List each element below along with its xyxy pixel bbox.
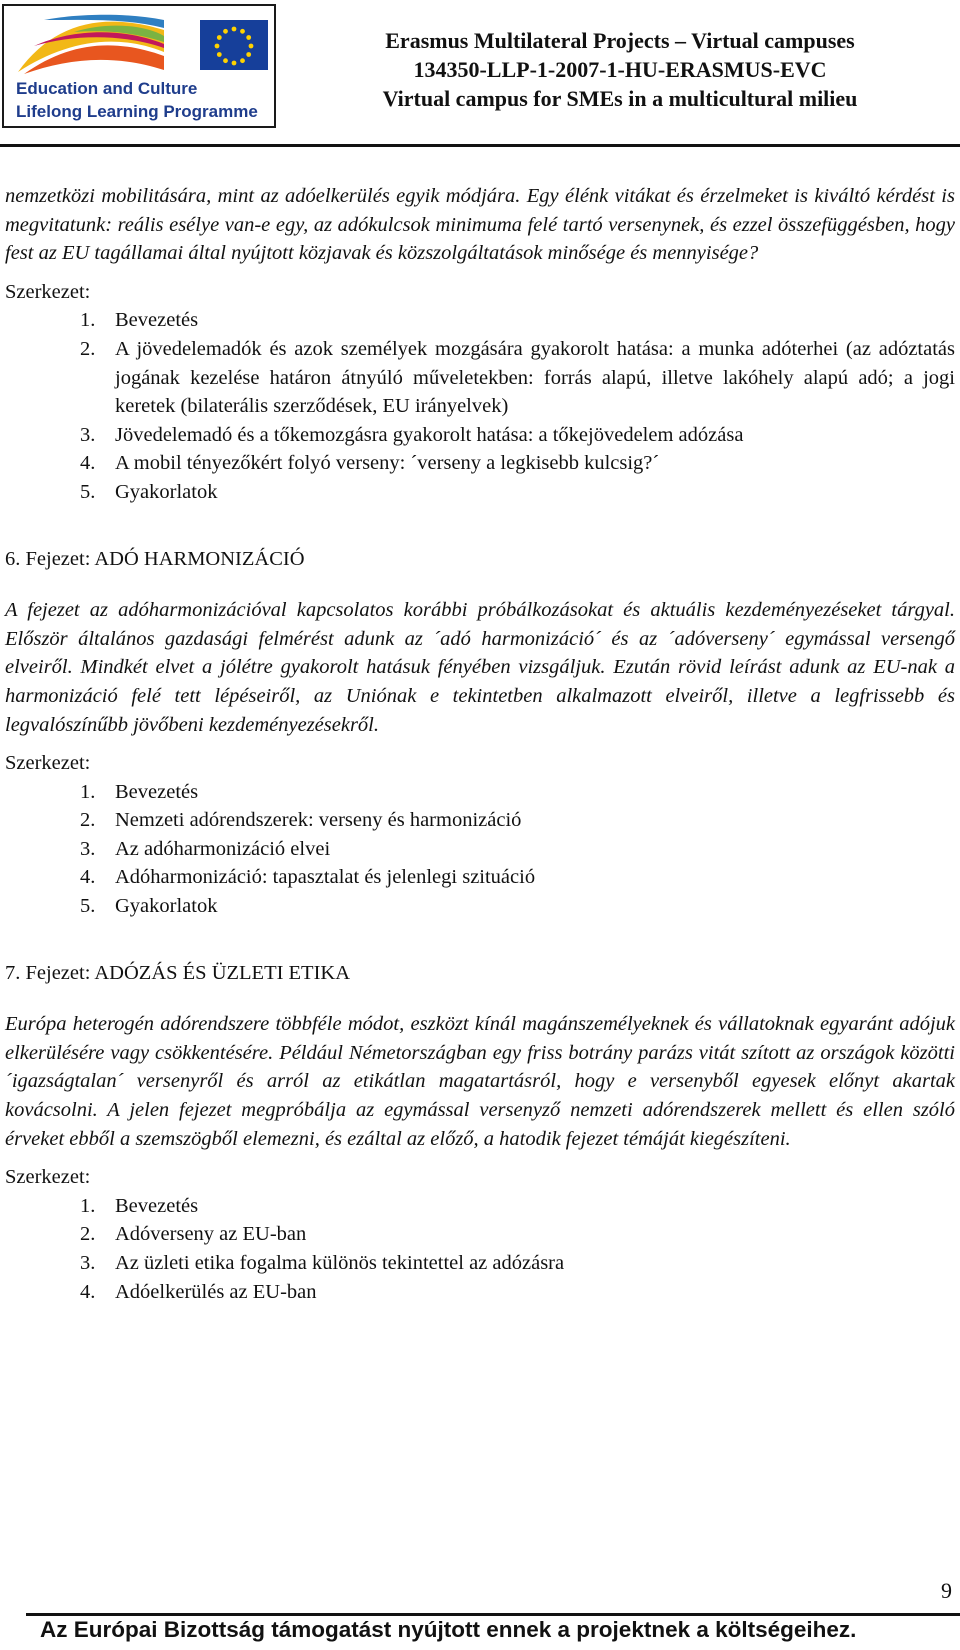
list-item: [5, 306, 955, 335]
list-item: [5, 478, 955, 507]
list-item: [5, 335, 955, 421]
logo-text-line2: Lifelong Learning Programme: [16, 102, 258, 121]
chapter6-heading: 6. Fejezet: ADÓ HARMONIZÁCIÓ: [5, 547, 305, 570]
list-item-number: 3.: [80, 1252, 96, 1274]
list-item: [5, 449, 955, 478]
document-body: [5, 182, 955, 1306]
list-item: [5, 835, 955, 864]
page-number: 9: [941, 1578, 952, 1603]
list-item-text: A jövedelemadók és azok személyek mozgására gyakorolt hatása: a munka adóterhei (az adóztatás jogának kezelése határon átnyúló műveletekben: forrás alapú, illetve lakóhely alapú adó; a jogi keretek (bilaterális szerződések, EU irányelvek): [115, 337, 955, 418]
list-item: [5, 806, 955, 835]
chapter7-structure-label: Szerkezet:: [5, 1166, 91, 1189]
list-item-number: 1.: [80, 780, 96, 803]
logo-text-line1: Education and Culture: [16, 79, 198, 98]
eu-flag-icon: [200, 20, 268, 70]
list-item-text: Gyakorlatok: [115, 895, 218, 918]
list-item-text: Adóharmonizáció: tapasztalat és jelenlegi szituáció: [115, 866, 536, 889]
list-item: [5, 892, 955, 921]
list-item-number: 3.: [80, 837, 96, 860]
footer-funding-note: Az Európai Bizottság támogatást nyújtott ennek a projektnek a költségeihez.: [40, 1617, 857, 1642]
project-title-line3: Virtual campus for SMEs in a multicultural milieu: [382, 86, 858, 111]
list-item-number: 4.: [80, 866, 96, 889]
list-item-text: Az adóharmonizáció elvei: [115, 837, 331, 860]
footer-divider: [26, 1613, 960, 1616]
list-item-number: 2.: [80, 809, 96, 832]
list-item-number: 4.: [80, 452, 96, 475]
list-item: [5, 1249, 955, 1278]
list-item-text: Bevezetés: [115, 1194, 199, 1217]
list-item-text: Bevezetés: [115, 309, 199, 332]
page-header: [0, 0, 960, 150]
list-item: [5, 778, 955, 807]
header-divider: [0, 144, 960, 147]
list-item: [5, 421, 955, 450]
chapter6-structure-label: Szerkezet:: [5, 752, 91, 775]
chapter5-structure-list: [5, 306, 955, 506]
list-item-text: Gyakorlatok: [115, 480, 218, 503]
list-item-number: 1.: [80, 309, 96, 332]
education-culture-logo: [2, 4, 276, 128]
project-title-line2: 134350-LLP-1-2007-1-HU-ERASMUS-EVC: [413, 57, 827, 82]
list-item: [5, 1192, 955, 1221]
list-item-number: 2.: [80, 1223, 96, 1246]
logo-swoosh-graphic: [14, 12, 229, 78]
list-item-number: 3.: [80, 423, 96, 446]
chapter6-paragraph: A fejezet az adóharmonizációval kapcsolatos korábbi próbálkozásokat és aktuális kezdeményezéseket tárgyal. Először általános gazdasági felmérést adunk az ´adó harmonizáció´ és az ´adóverseny´ egymással versengő elveiről. Mindkét elvet a jólétre gyakorolt hatásuk fényében vizsgáljuk. Ezután rövid leírást adunk az EU-nak a harmonizáció felé tett lépéseiről, az Uniónak e tekintetben alkalmazott elveiről, illetve a legfrissebb és legvalószínűbb jövőbeni kezdeményezésekről.: [5, 599, 955, 736]
project-title-line1: Erasmus Multilateral Projects – Virtual campuses: [385, 28, 855, 53]
chapter7-structure-list: [5, 1192, 955, 1306]
list-item: [5, 1278, 955, 1307]
list-item-text: Bevezetés: [115, 780, 199, 803]
list-item-text: Az üzleti etika fogalma különös tekintettel az adózásra: [115, 1252, 565, 1274]
list-item-text: Nemzeti adórendszerek: verseny és harmonizáció: [115, 809, 522, 832]
list-item-number: 1.: [80, 1194, 96, 1217]
list-item-text: Jövedelemadó és a tőkemozgásra gyakorolt hatása: a tőkejövedelem adózása: [115, 423, 744, 446]
chapter7-heading: 7. Fejezet: ADÓZÁS ÉS ÜZLETI ETIKA: [5, 961, 351, 984]
intro-paragraph: nemzetközi mobilitására, mint az adóelkerülés egyik módjára. Egy élénk vitákat és érzelmeket is kiváltó kérdést is megvitatunk: reális esélye van-e egy, az adókulcsok minimuma felé tartó versenynek, és ezzel összefüggésben, hogy fest az EU tagállamai által nyújtott közjavak és közszolgáltatások minősége és mennyisége?: [5, 185, 955, 265]
list-item-text: A mobil tényezőkért folyó verseny: ´verseny a legkisebb kulcsig?´: [115, 452, 660, 475]
list-item-number: 2.: [80, 337, 96, 360]
list-item: [5, 863, 955, 892]
list-item-text: Adóverseny az EU-ban: [115, 1223, 307, 1246]
list-item: [5, 1220, 955, 1249]
list-item-text: Adóelkerülés az EU-ban: [115, 1280, 317, 1303]
chapter6-structure-list: [5, 778, 955, 921]
list-item-number: 4.: [80, 1280, 96, 1303]
list-item-number: 5.: [80, 895, 96, 918]
chapter7-paragraph: Európa heterogén adórendszere többféle módot, eszközt kínál magánszemélyeknek és vállatoknak egyaránt adójuk elkerülésére vagy csökkentésére. Például Németországban egy friss botrány parázs vitát szított az országok közötti ´igazságtalan´ versenyről és arról az etikátlan magatartásról, hogy e versenyből egyesek előnyt akartak kovácsolni. A jelen fejezet megpróbálja az egymással versenyző nemzeti adórendszerek mellett és ellen szóló érveket ebből a szemszögből elemezni, és ezáltal az előző, a hatodik fejezet témáját kiegészíteni.: [5, 1013, 955, 1150]
list-item-number: 5.: [80, 480, 96, 503]
structure-label: Szerkezet:: [5, 280, 91, 303]
